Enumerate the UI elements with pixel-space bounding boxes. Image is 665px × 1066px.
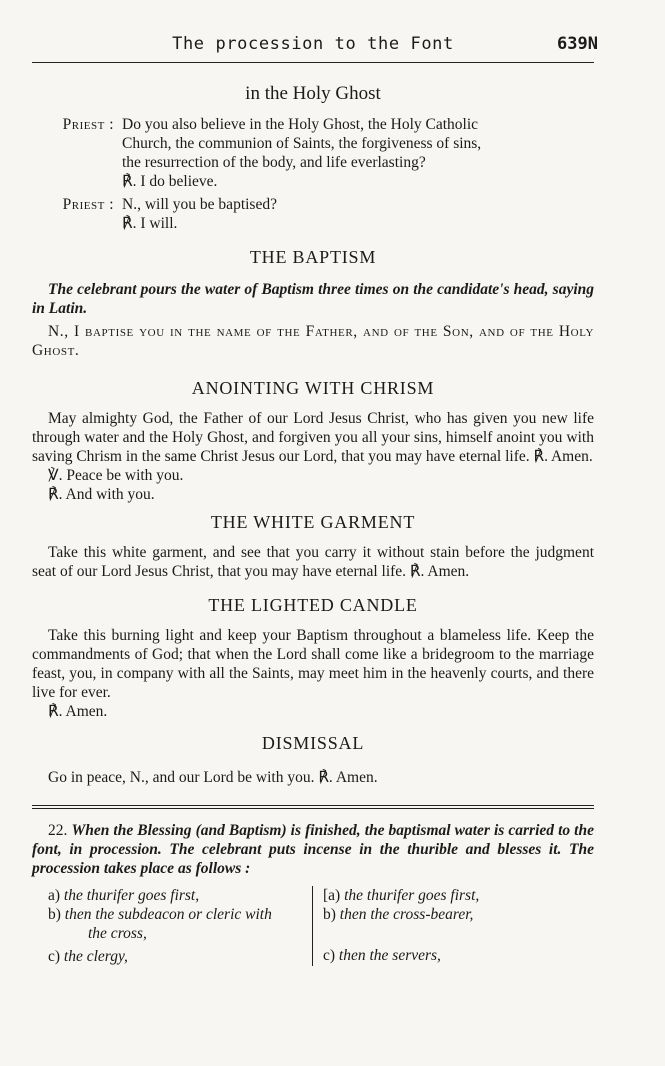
rubric-baptism: The celebrant pours the water of Baptism three times on the candidate's head, saying in Latin. (32, 281, 594, 317)
order-right-column (313, 886, 594, 966)
response-line: ℟. I will. (122, 215, 178, 232)
heading-garment: THE WHITE GARMENT (210, 512, 416, 532)
response: ℟. Amen. (48, 703, 108, 720)
section-headline: in the Holy Ghost (245, 83, 381, 104)
dismissal-text: Go in peace, N., and our Lord be with you. ℟. Amen. (48, 769, 378, 786)
order-item: b) then the subdeacon or cleric with (48, 906, 272, 923)
baptism-formula: N., I baptise you in the name of the Father, and of the Son, and of the Holy Ghost. (32, 323, 594, 359)
question-line: N., will you be baptised? (122, 196, 277, 213)
heading-chrism: ANOINTING WITH CHRISM (191, 378, 435, 398)
page-number: 639N (557, 34, 598, 54)
priest-question-2 (32, 195, 594, 214)
priest-question-1 (32, 115, 594, 172)
book-page (32, 34, 598, 966)
running-title: The procession to the Font (172, 34, 454, 54)
order-item: a) the thurifer goes first, (48, 887, 200, 904)
rubric-number: 22. (48, 822, 68, 839)
versicle: ℣. Peace be with you. (48, 467, 184, 484)
order-item: c) then the servers, (323, 947, 441, 964)
running-header (32, 34, 598, 58)
order-item: b) then the cross-bearer, (323, 906, 474, 923)
question-line: the resurrection of the body, and life everlasting? (122, 154, 426, 171)
question-line: Do you also believe in the Holy Ghost, the Holy Catholic (122, 116, 479, 133)
order-left-column (32, 886, 313, 966)
heading-candle: THE LIGHTED CANDLE (208, 595, 418, 615)
response: ℟. And with you. (48, 486, 155, 503)
response-line: ℟. I do believe. (122, 173, 218, 190)
garment-text: Take this white garment, and see that you carry it without stain before the judgment seat of our Lord Jesus Christ, that you may have eternal life. ℟. Amen. (32, 544, 594, 580)
speaker-label: Priest : (62, 116, 114, 133)
order-item: c) the clergy, (48, 948, 128, 965)
section-rule (32, 805, 594, 806)
order-item: [a) the thurifer goes first, (323, 887, 480, 904)
chrism-prayer: May almighty God, the Father of our Lord Jesus Christ, who has given you new life through water and the Holy Ghost, and forgiven you all your sins, himself anoint you with saving Chrism in the same Christ Jesus our Lord, that you may have eternal life. ℟. Amen. (32, 410, 594, 465)
speaker-label: Priest : (62, 196, 114, 213)
heading-baptism: THE BAPTISM (249, 247, 377, 267)
procession-order (32, 886, 594, 966)
rubric-22-text: When the Blessing (and Baptism) is finished, the baptismal water is carried to the font, in procession. The celebrant puts incense in the thurible and blesses it. The procession takes place as follows : (32, 822, 594, 877)
heading-dismissal: DISMISSAL (261, 733, 365, 753)
rubric-22 (32, 821, 594, 878)
order-item-continuation: the cross, (88, 925, 147, 942)
candle-text: Take this burning light and keep your Baptism throughout a blameless life. Keep the commandments of God; that when the Lord shall come like a bridegroom to the marriage feast, you, in company with all the Saints, may meet him in the heavenly courts, and there live for ever. (32, 627, 594, 701)
question-line: Church, the communion of Saints, the forgiveness of sins, (122, 135, 482, 152)
header-rule (32, 62, 594, 63)
